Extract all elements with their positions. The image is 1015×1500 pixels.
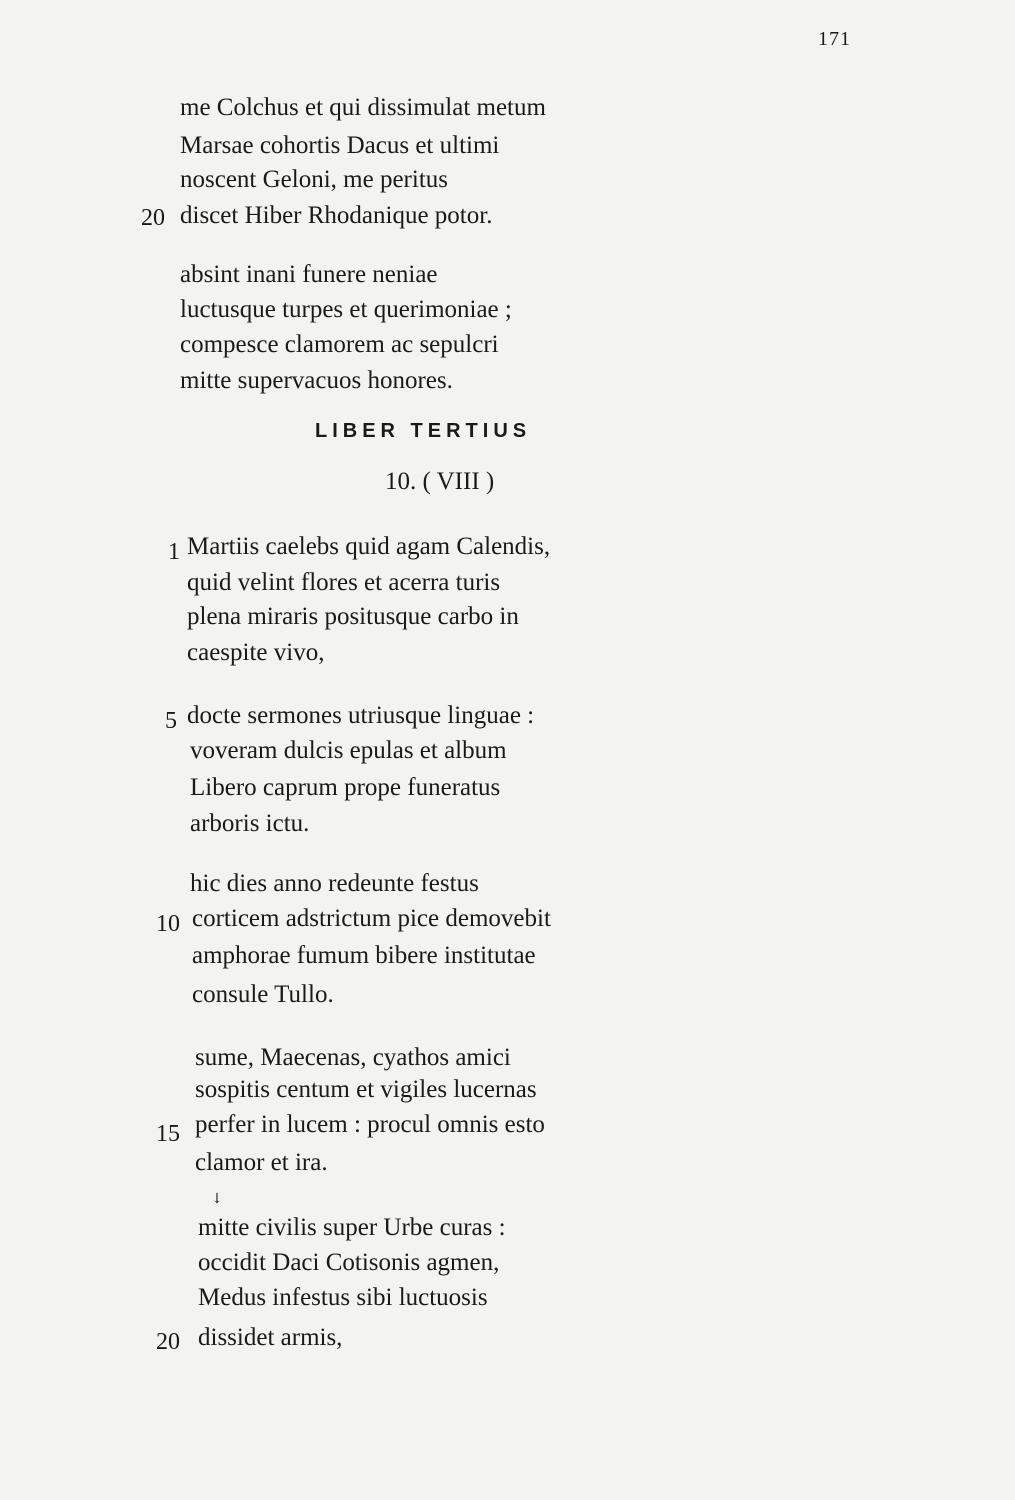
line-number: 20 — [156, 1329, 180, 1355]
verse-line: Libero caprum prope funeratus — [190, 774, 501, 801]
verse-line: absint inani funere neniae — [180, 261, 438, 288]
verse-line: dissidet armis, — [198, 1324, 343, 1351]
verse-line: noscent Geloni, me peritus — [180, 166, 448, 193]
verse-line: mitte supervacuos honores. — [180, 367, 453, 394]
verse-line: compesce clamorem ac sepulcri — [180, 331, 499, 358]
verse-line: plena miraris positusque carbo in — [187, 603, 519, 630]
verse-line: clamor et ira. — [195, 1149, 328, 1176]
verse-line: me Colchus et qui dissimulat metum — [180, 94, 546, 121]
verse-line: quid velint flores et acerra turis — [187, 569, 501, 596]
verse-line: Martiis caelebs quid agam Calendis, — [187, 533, 551, 560]
verse-line: mitte civilis super Urbe curas : — [198, 1214, 506, 1241]
line-number: 5 — [165, 708, 177, 734]
verse-line: voveram dulcis epulas et album — [190, 737, 507, 764]
verse-line: sume, Maecenas, cyathos amici — [195, 1044, 511, 1071]
verse-line: docte sermones utriusque linguae : — [187, 702, 535, 729]
book-heading: LIBER TERTIUS — [315, 420, 532, 442]
verse-line: perfer in lucem : procul omnis esto — [195, 1111, 545, 1138]
verse-line: occidit Daci Cotisonis agmen, — [198, 1249, 500, 1276]
verse-line: consule Tullo. — [192, 981, 334, 1008]
poem-heading: 10. ( VIII ) — [385, 468, 495, 495]
verse-line: arboris ictu. — [190, 810, 310, 837]
verse-line: caespite vivo, — [187, 639, 325, 666]
line-number: 1 — [168, 539, 180, 565]
verse-line: hic dies anno redeunte festus — [190, 870, 479, 897]
line-number: 15 — [156, 1121, 180, 1147]
verse-line: amphorae fumum bibere institutae — [192, 942, 536, 969]
line-number: 10 — [156, 911, 180, 937]
verse-line: Marsae cohortis Dacus et ultimi — [180, 132, 500, 159]
tick-mark: ↘ — [206, 1189, 226, 1209]
verse-line: luctusque turpes et querimoniae ; — [180, 296, 512, 323]
verse-line: discet Hiber Rhodanique potor. — [180, 202, 493, 229]
line-number: 20 — [141, 205, 165, 231]
verse-line: sospitis centum et vigiles lucernas — [195, 1076, 537, 1103]
verse-line: Medus infestus sibi luctuosis — [198, 1284, 488, 1311]
verse-line: corticem adstrictum pice demovebit — [192, 905, 551, 932]
page-number: 171 — [818, 28, 851, 50]
